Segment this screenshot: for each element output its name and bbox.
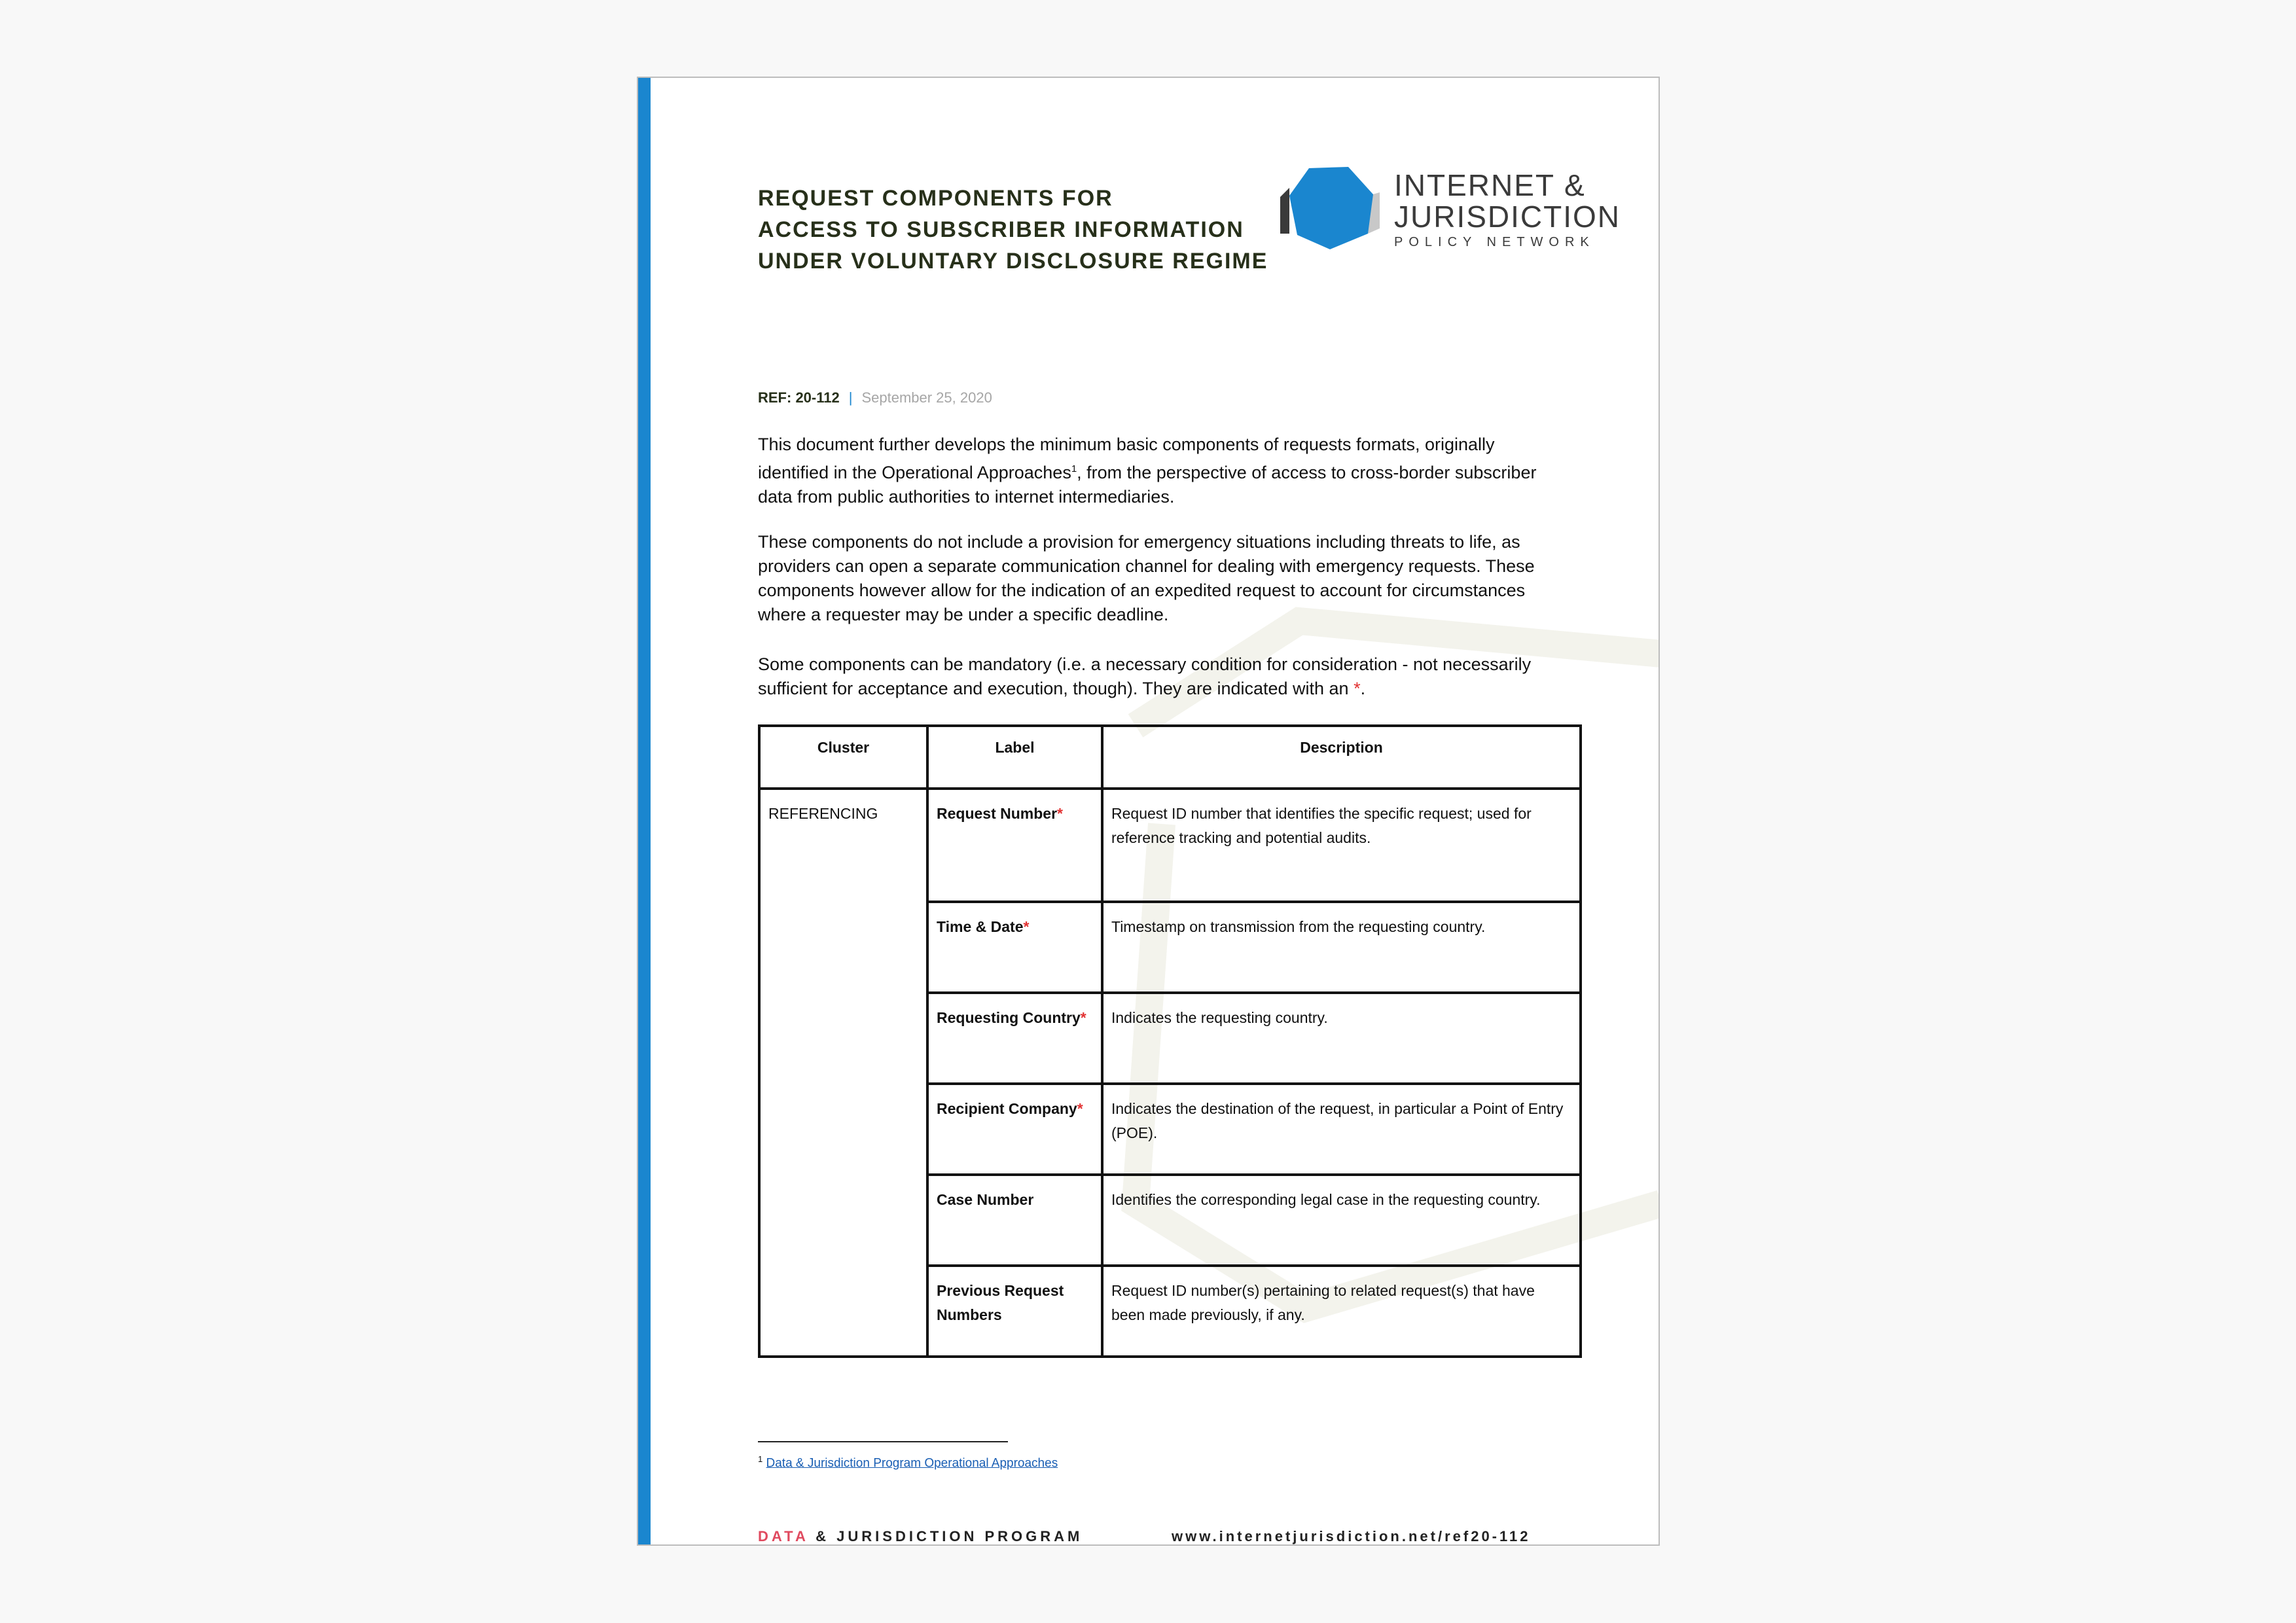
- label-cell: [927, 1175, 1102, 1266]
- footer-program-rest: & JURISDICTION PROGRAM: [808, 1528, 1083, 1544]
- ref-number: REF: 20-112: [758, 389, 840, 406]
- paragraph-text: , from the perspective of access to cross-border subscriber data from public authorities to internet intermediaries.: [758, 463, 1537, 507]
- label-text: Recipient Company: [937, 1100, 1077, 1117]
- label-cell: [927, 993, 1102, 1084]
- hexagon-logo-icon: [1276, 163, 1388, 255]
- label-cell: [927, 1266, 1102, 1357]
- table-row: [759, 789, 1581, 902]
- table-header-row: [759, 726, 1581, 789]
- cluster-cell: REFERENCING: [759, 789, 927, 1357]
- logo-text-line: INTERNET &: [1394, 168, 1586, 202]
- description-cell: Indicates the requesting country.: [1102, 993, 1581, 1084]
- ref-date: September 25, 2020: [861, 389, 992, 406]
- logo-text-line: JURISDICTION: [1394, 200, 1621, 234]
- mandatory-star: *: [1077, 1100, 1083, 1117]
- internet-jurisdiction-logo: [1276, 163, 1621, 255]
- header-label: Label: [927, 726, 1102, 789]
- header-description: Description: [1102, 726, 1581, 789]
- title-line: REQUEST COMPONENTS FOR: [758, 186, 1113, 211]
- description-cell: Request ID number(s) pertaining to related request(s) that have been made previously, if any.: [1102, 1266, 1581, 1357]
- document-page: [637, 77, 1660, 1546]
- label-text: Requesting Country: [937, 1009, 1081, 1026]
- intro-paragraph: [758, 433, 1570, 509]
- description-cell: Indicates the destination of the request, in particular a Point of Entry (POE).: [1102, 1084, 1581, 1175]
- mandatory-star: *: [1080, 1009, 1086, 1026]
- title-line: UNDER VOLUNTARY DISCLOSURE REGIME: [758, 249, 1268, 274]
- components-table: [758, 724, 1582, 1358]
- label-cell: [927, 902, 1102, 993]
- description-cell: Timestamp on transmission from the requesting country.: [1102, 902, 1581, 993]
- footer-program: [758, 1528, 1083, 1545]
- label-text: Case Number: [937, 1191, 1034, 1208]
- mandatory-star: *: [1354, 679, 1361, 698]
- title-line: ACCESS TO SUBSCRIBER INFORMATION: [758, 217, 1244, 242]
- label-text: Previous Request Numbers: [937, 1282, 1064, 1323]
- label-text: Request Number: [937, 805, 1058, 822]
- mandatory-star: *: [1023, 918, 1030, 935]
- footnote-number: 1: [758, 1454, 763, 1464]
- footer-program-highlight: DATA: [758, 1528, 809, 1544]
- footnote: [758, 1454, 1058, 1471]
- footer-url: www.internetjurisdiction.net/ref20-112: [1172, 1528, 1531, 1544]
- paragraph-text: .: [1360, 679, 1366, 698]
- document-title: [758, 183, 1268, 277]
- label-cell: [927, 1084, 1102, 1175]
- label-text: Time & Date: [937, 918, 1024, 935]
- description-cell: Request ID number that identifies the specific request; used for reference tracking and potential audits.: [1102, 789, 1581, 902]
- logo-text-line: POLICY NETWORK: [1394, 235, 1595, 249]
- footnote-divider: [758, 1441, 1008, 1442]
- emergency-paragraph: These components do not include a provision for emergency situations including threats to life, as providers can open a separate communication channel for dealing with emergency requests. These components however allow for the indication of an expedited request to account for circumstances where a requester may be under a specific deadline.: [758, 532, 1535, 624]
- accent-bar: [638, 78, 651, 1544]
- paragraph-text: This document further develops the minimum basic components of requests formats, originally identified in the Operational Approaches: [758, 435, 1495, 482]
- mandatory-star: *: [1057, 805, 1063, 822]
- paragraph-text: Some components can be mandatory (i.e. a necessary condition for consideration - not necessarily sufficient for acceptance and execution, though). They are indicated with an: [758, 654, 1532, 698]
- reference-line: [758, 389, 992, 406]
- footnote-marker: 1: [1071, 463, 1077, 474]
- mandatory-paragraph: [758, 652, 1570, 701]
- header-cluster: Cluster: [759, 726, 927, 789]
- ref-separator: |: [848, 389, 853, 406]
- footnote-link[interactable]: Data & Jurisdiction Program Operational Approaches: [766, 1456, 1058, 1471]
- description-cell: Identifies the corresponding legal case in the requesting country.: [1102, 1175, 1581, 1266]
- label-cell: [927, 789, 1102, 902]
